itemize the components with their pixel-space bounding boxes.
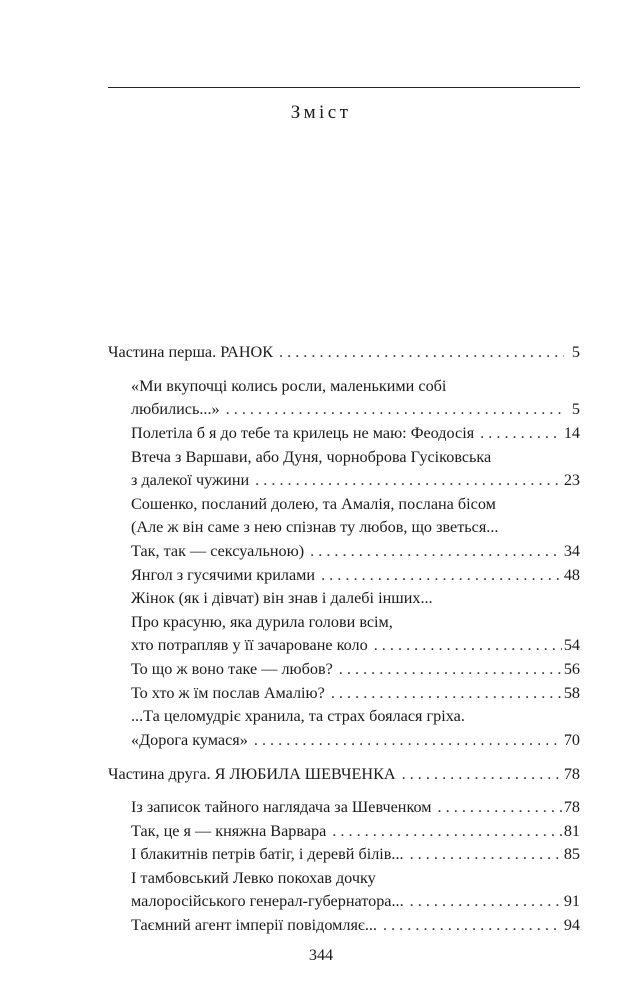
toc-entry[interactable]: То хто ж їм послав Амалію? . . . 58 — [131, 682, 580, 704]
toc-entry[interactable]: ...Та целомудріє хранила, та страх боялася гріха. — [131, 707, 465, 725]
toc-entry[interactable]: «Ми вкупочці колись росли, маленькими собі — [131, 377, 447, 395]
dot-leader — [480, 422, 562, 444]
toc-entry[interactable]: Янгол з гусячими крилами . . . 48 — [131, 564, 580, 586]
toc-entry[interactable]: Сошенко, посланий долею, та Амалія, послана бісом — [131, 495, 496, 513]
toc-entry[interactable]: хто потрапляв у її зачароване коло . . . 54 — [131, 634, 580, 656]
dot-leader — [339, 658, 562, 680]
toc-entry[interactable]: Так, це я — княжна Варвара . . . 81 — [131, 820, 580, 842]
toc-entry[interactable]: І тамбовський Левко покохав дочку — [131, 869, 376, 887]
dot-leader — [332, 820, 562, 842]
toc-entry[interactable]: «Дорога кумася» . . . 70 — [131, 729, 580, 751]
dot-leader — [438, 796, 562, 818]
dot-leader — [374, 634, 562, 656]
toc-entry[interactable]: Із записок тайного наглядача за Шевченком . . . 78 — [131, 796, 580, 818]
dot-leader — [383, 914, 562, 936]
page-title: Зміст — [290, 102, 352, 123]
toc-entry[interactable]: Втеча з Варшави, або Дуня, чорноброва Гусіковська — [131, 448, 492, 466]
toc-entry[interactable]: Таємний агент імперії повідомляє... . . . 94 — [131, 914, 580, 936]
toc-entry[interactable]: Частина перша. РАНОК . . . 5 — [108, 341, 580, 363]
toc-entry[interactable]: І блакитнів петрів батіг, і деревй білів... . . . 85 — [131, 843, 580, 865]
toc-entry[interactable]: Так, так — сексуальною) . . . 34 — [131, 540, 580, 562]
dot-leader — [310, 540, 562, 562]
dot-leader — [226, 398, 564, 420]
dot-leader — [255, 469, 562, 491]
page-number: 344 — [308, 946, 334, 964]
toc-entry[interactable]: Полетіла б я до тебе та крилець не маю: Феодосія . . . 14 — [131, 422, 580, 444]
toc-entry[interactable]: любились...» . . . 5 — [131, 398, 580, 420]
dot-leader — [331, 682, 562, 704]
dot-leader — [254, 729, 562, 751]
toc-entry[interactable]: Жінок (як і дівчат) він знав і далебі інших... — [131, 589, 433, 607]
toc-entry[interactable]: То що ж воно таке — любов? . . . 56 — [131, 658, 580, 680]
toc-entry[interactable]: малоросійського генерал-губернатора... . . . 91 — [131, 890, 580, 912]
dot-leader — [410, 890, 562, 912]
toc-entry[interactable]: (Але ж він саме з нею спізнав ту любов, що зветься... — [131, 518, 499, 536]
dot-leader — [402, 763, 562, 785]
toc-entry[interactable]: Про красуню, яка дурила голови всім, — [131, 613, 393, 631]
toc-entry[interactable]: з далекої чужини . . . 23 — [131, 469, 580, 491]
dot-leader — [410, 843, 562, 865]
dot-leader — [321, 564, 562, 586]
toc-entry[interactable]: Частина друга. Я ЛЮБИЛА ШЕВЧЕНКА . . . 78 — [108, 763, 580, 785]
dot-leader — [279, 341, 564, 363]
